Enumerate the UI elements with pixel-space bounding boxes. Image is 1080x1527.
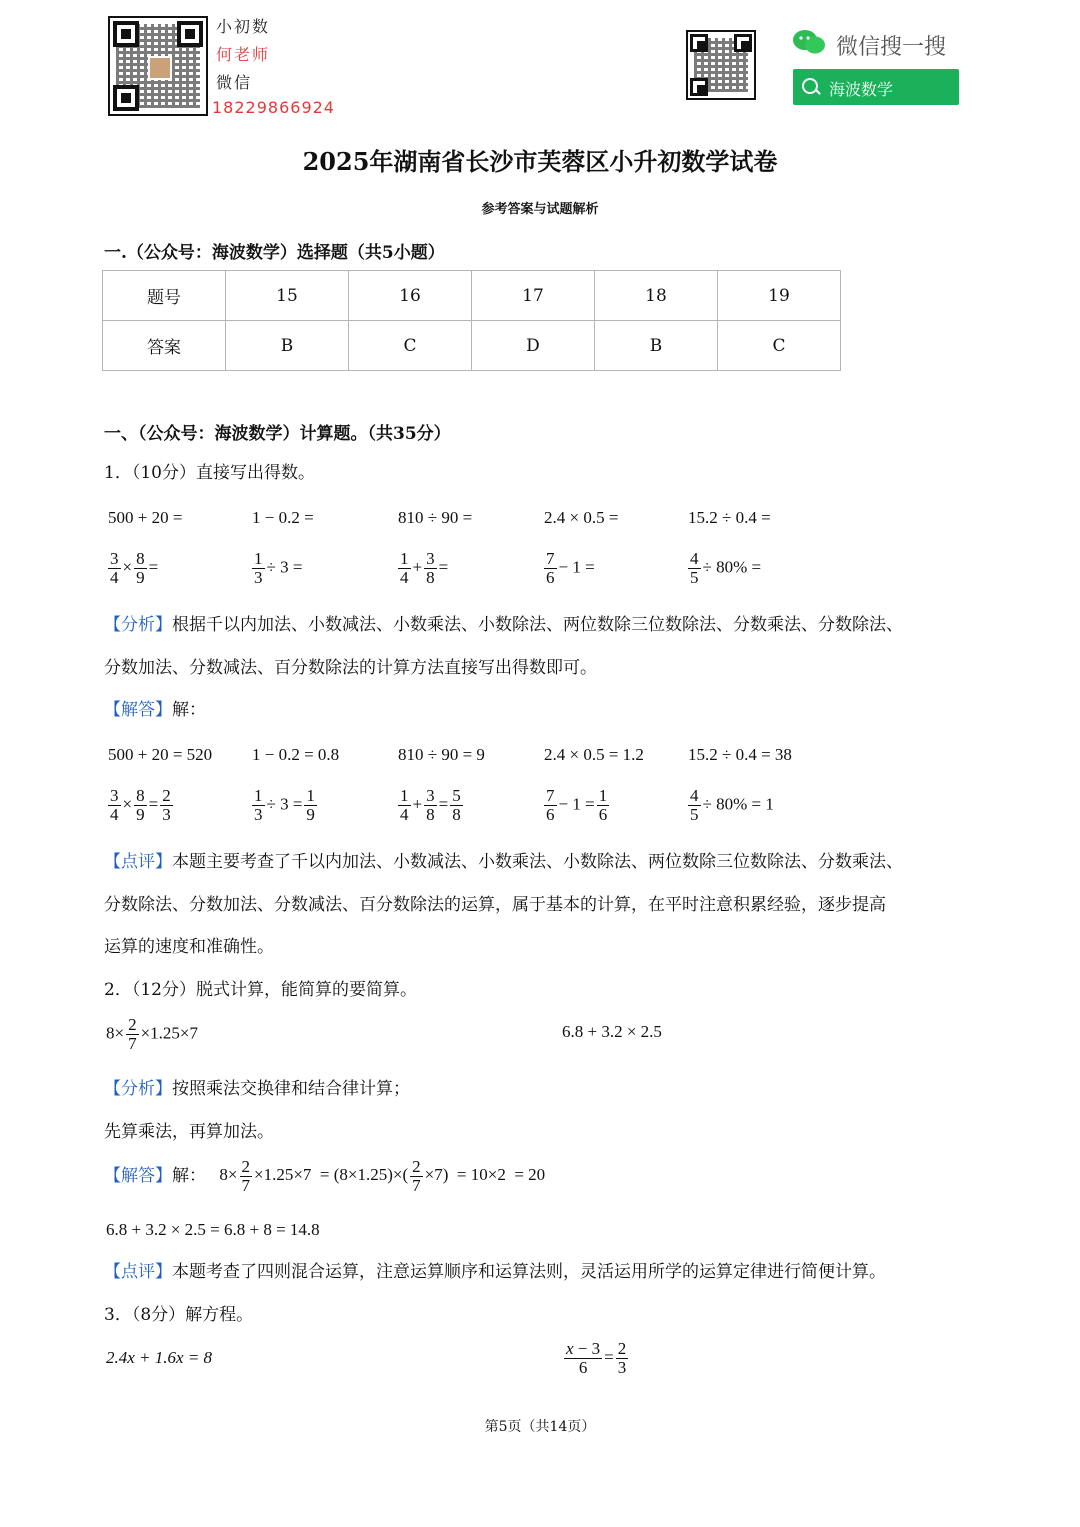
table-row: [103, 321, 841, 371]
q1-comment: [104, 851, 903, 873]
q1-expr-6: $\frac{3}{4}$ × $\frac{8}{9}$ =: [110, 549, 159, 587]
q1-comment-line2: 分数除法、分数加法、分数减法、百分数除法的运算，属于基本的计算，在平时注意积累经验，逐步提高: [104, 895, 886, 915]
q1-answer-1: 500 + 20 = 520: [108, 745, 213, 764]
q2-comment: [104, 1261, 886, 1283]
q2-solution-1: 8× $\frac{2}{7}$ ×1.25×7 = (8×1.25)×( $\frac{2}{7}$ ×7) = 10×2 = 20: [219, 1157, 546, 1195]
q1-answer-10: $\frac{4}{5}$ ÷ 80% = 1: [690, 786, 774, 824]
solution-tag: 【解答】: [104, 700, 172, 720]
analysis-tag: 【分析】: [104, 1079, 172, 1099]
table-cell: 15: [226, 271, 349, 321]
q1-analysis-line2: 分数加法、分数减法、百分数除法的计算方法直接写出得数即可。: [104, 658, 597, 678]
q1-expr-9: $\frac{7}{6}$ − 1 =: [546, 549, 595, 587]
table-cell: 题号: [103, 271, 226, 321]
section-heading-calc: 一、（公众号：海波数学）计算题。（共35分）: [104, 424, 451, 444]
analysis-text: 按照乘法交换律和结合律计算；: [172, 1079, 410, 1099]
search-icon-handle: [815, 89, 821, 95]
q1-expr-3: 810 ÷ 90 =: [398, 508, 473, 527]
q1-analysis: [104, 614, 903, 636]
page-subtitle: 参考答案与试题解析: [481, 202, 599, 217]
wechat-logo-icon: [792, 28, 826, 56]
q1-expr-2: 1 − 0.2 =: [252, 508, 314, 527]
solution-tag: 【解答】: [104, 1165, 172, 1186]
q1-expr-1: 500 + 20 =: [108, 508, 183, 527]
page-title: 2025年湖南省长沙市芙蓉区小升初数学试卷: [302, 147, 778, 176]
wechat-search-button[interactable]: [793, 69, 959, 105]
solution-text: 解：: [172, 1165, 206, 1186]
page-number: 第5页（共14页）: [484, 1419, 596, 1435]
q1-expr-5: 15.2 ÷ 0.4 =: [688, 508, 771, 527]
comment-text: 本题考查了四则混合运算，注意运算顺序和运算法则，灵活运用所学的运算定律进行简便计算。: [172, 1262, 886, 1282]
q3-equation-2: $\frac{x - 3}{6}$ = $\frac{2}{3}$: [566, 1339, 627, 1377]
table-cell: 答案: [103, 321, 226, 371]
contact-line-3: 微信: [216, 73, 253, 92]
search-keyword: 海波数学: [829, 80, 894, 99]
contact-line-1: 小初数: [216, 17, 271, 36]
q1-expr-4: 2.4 × 0.5 =: [544, 508, 619, 527]
q1-answer-5: 15.2 ÷ 0.4 = 38: [688, 745, 792, 764]
comment-text: 本题主要考查了千以内加法、小数减法、小数乘法、小数除法、两位数除三位数除法、分数乘法、: [172, 852, 903, 872]
answer-table: [102, 270, 841, 371]
question-1-stem: 1．（10分）直接写出得数。: [104, 463, 315, 483]
contact-phone: 18229866924: [212, 98, 335, 117]
q1-answer-4: 2.4 × 0.5 = 1.2: [544, 745, 644, 764]
wechat-search-label: 微信搜一搜: [836, 35, 947, 60]
table-cell: 17: [472, 271, 595, 321]
q2-analysis: [104, 1078, 410, 1100]
analysis-tag: 【分析】: [104, 615, 172, 635]
contact-line-2: 何老师: [216, 45, 271, 64]
q3-equation-1: 2.4x + 1.6x = 8: [106, 1348, 213, 1367]
question-2-stem: 2．（12分）脱式计算，能简算的要简算。: [104, 980, 417, 1000]
analysis-text: 根据千以内加法、小数减法、小数乘法、小数除法、两位数除三位数除法、分数乘法、分数除法、: [172, 615, 903, 635]
solution-text: 解：: [172, 700, 206, 720]
table-cell: 18: [595, 271, 718, 321]
q2-expr-1: 8× $\frac{2}{7}$ ×1.25×7: [106, 1015, 199, 1053]
table-row: [103, 271, 841, 321]
question-3-stem: 3．（8分）解方程。: [104, 1305, 254, 1325]
table-cell: 19: [718, 271, 841, 321]
contact-qr-code: [108, 16, 208, 116]
table-cell: B: [595, 321, 718, 371]
comment-tag: 【点评】: [104, 852, 172, 872]
q1-answer-8: $\frac{1}{4}$ + $\frac{3}{8}$ = $\frac{5}{8}$: [400, 786, 461, 824]
q1-answer-3: 810 ÷ 90 = 9: [398, 745, 485, 764]
table-cell: D: [472, 321, 595, 371]
wechat-qr-code: [686, 30, 756, 100]
q1-expr-7: $\frac{1}{3}$ ÷ 3 =: [254, 549, 303, 587]
table-cell: 16: [349, 271, 472, 321]
q2-solution: [104, 1158, 545, 1195]
q1-answer-9: $\frac{7}{6}$ − 1 = $\frac{1}{6}$: [546, 786, 608, 824]
table-cell: C: [718, 321, 841, 371]
q2-expr-2: 6.8 + 3.2 × 2.5: [562, 1022, 662, 1041]
q2-analysis-line2: 先算乘法，再算加法。: [104, 1122, 274, 1142]
q1-answer-2: 1 − 0.2 = 0.8: [252, 745, 340, 764]
q1-expr-8: $\frac{1}{4}$ + $\frac{3}{8}$ =: [400, 549, 449, 587]
table-cell: B: [226, 321, 349, 371]
table-cell: C: [349, 321, 472, 371]
section-heading-choice: 一.（公众号：海波数学）选择题（共5小题）: [104, 243, 445, 263]
q1-solution: [104, 699, 206, 721]
comment-tag: 【点评】: [104, 1262, 172, 1282]
q1-comment-line3: 运算的速度和准确性。: [104, 937, 274, 957]
q1-answer-6: $\frac{3}{4}$ × $\frac{8}{9}$ = $\frac{2}{3}$: [110, 786, 171, 824]
q2-solution-2: 6.8 + 3.2 × 2.5 = 6.8 + 8 = 14.8: [106, 1220, 320, 1239]
q1-expr-10: $\frac{4}{5}$ ÷ 80% =: [690, 549, 762, 587]
q1-answer-7: $\frac{1}{3}$ ÷ 3 = $\frac{1}{9}$: [254, 786, 315, 824]
